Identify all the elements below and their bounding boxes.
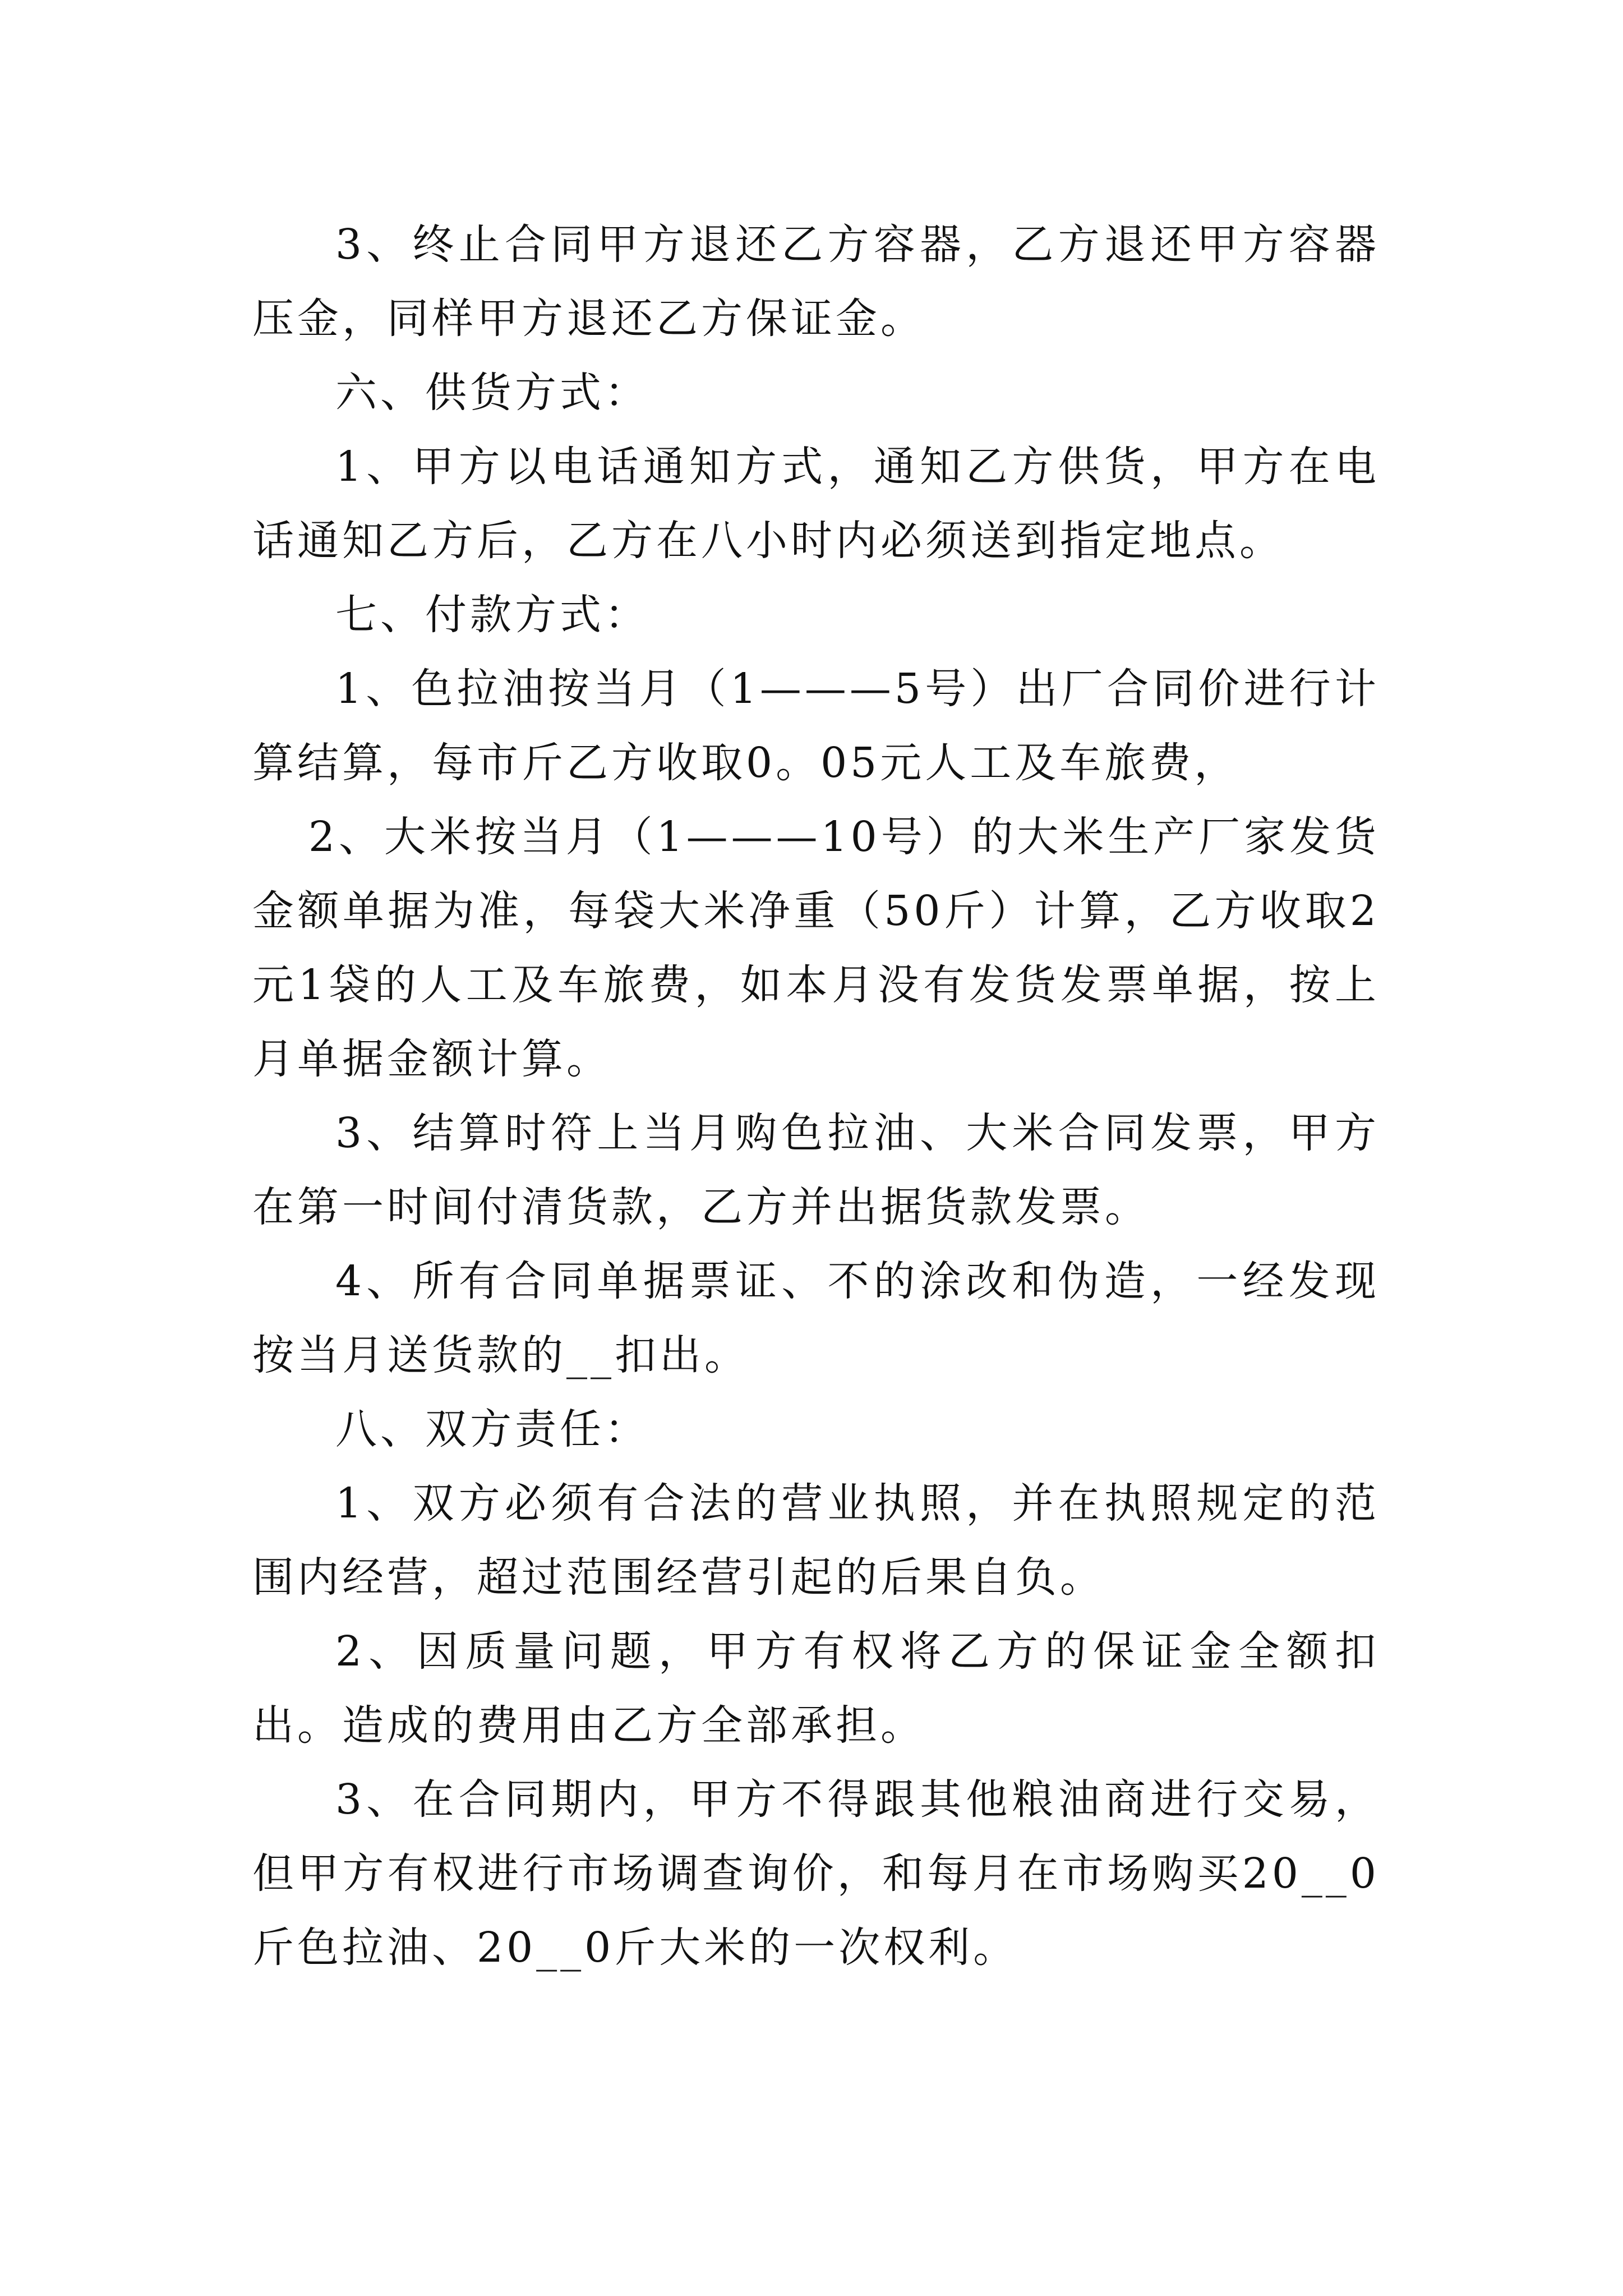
clause-7-4: 4、所有合同单据票证、不的涂改和伪造，一经发现按当月送货款的__扣出。	[252, 1257, 1380, 1379]
section-heading-6: 六、供货方式：	[335, 369, 649, 417]
clause-7-1: 1、色拉油按当月（1———5号）出厂合同价进行计算结算，每市斤乙方收取0。05元人工及车旅费，	[252, 665, 1380, 787]
section-heading-7: 七、付款方式：	[335, 591, 649, 639]
document-body	[252, 208, 1380, 1985]
clause-8-3: 3、在合同期内，甲方不得跟其他粮油商进行交易，但甲方有权进行市场调查询价，和每月在市场购买20__0斤色拉油、20__0斤大米的一次权利。	[252, 1775, 1380, 1972]
clause-5-3: 3、终止合同甲方退还乙方容器，乙方退还甲方容器压金，同样甲方退还乙方保证金。	[252, 220, 1380, 343]
clause-8-2: 2、因质量问题，甲方有权将乙方的保证金全额扣出。造成的费用由乙方全部承担。	[252, 1627, 1380, 1750]
clause-8-1: 1、双方必须有合法的营业执照，并在执照规定的范围内经营，超过范围经营引起的后果自负。	[252, 1479, 1380, 1602]
clause-7-3: 3、结算时符上当月购色拉油、大米合同发票，甲方在第一时间付清货款，乙方并出据货款发票。	[252, 1109, 1380, 1231]
clause-7-2: 2、大米按当月（1———10号）的大米生产厂家发货金额单据为准，每袋大米净重（50斤）计算，乙方收取2元1袋的人工及车旅费，如本月没有发货发票单据，按上月单据金额计算。	[252, 813, 1380, 1083]
section-heading-8: 八、双方责任：	[335, 1405, 649, 1453]
clause-6-1: 1、甲方以电话通知方式，通知乙方供货，甲方在电话通知乙方后，乙方在八小时内必须送到指定地点。	[252, 443, 1380, 565]
